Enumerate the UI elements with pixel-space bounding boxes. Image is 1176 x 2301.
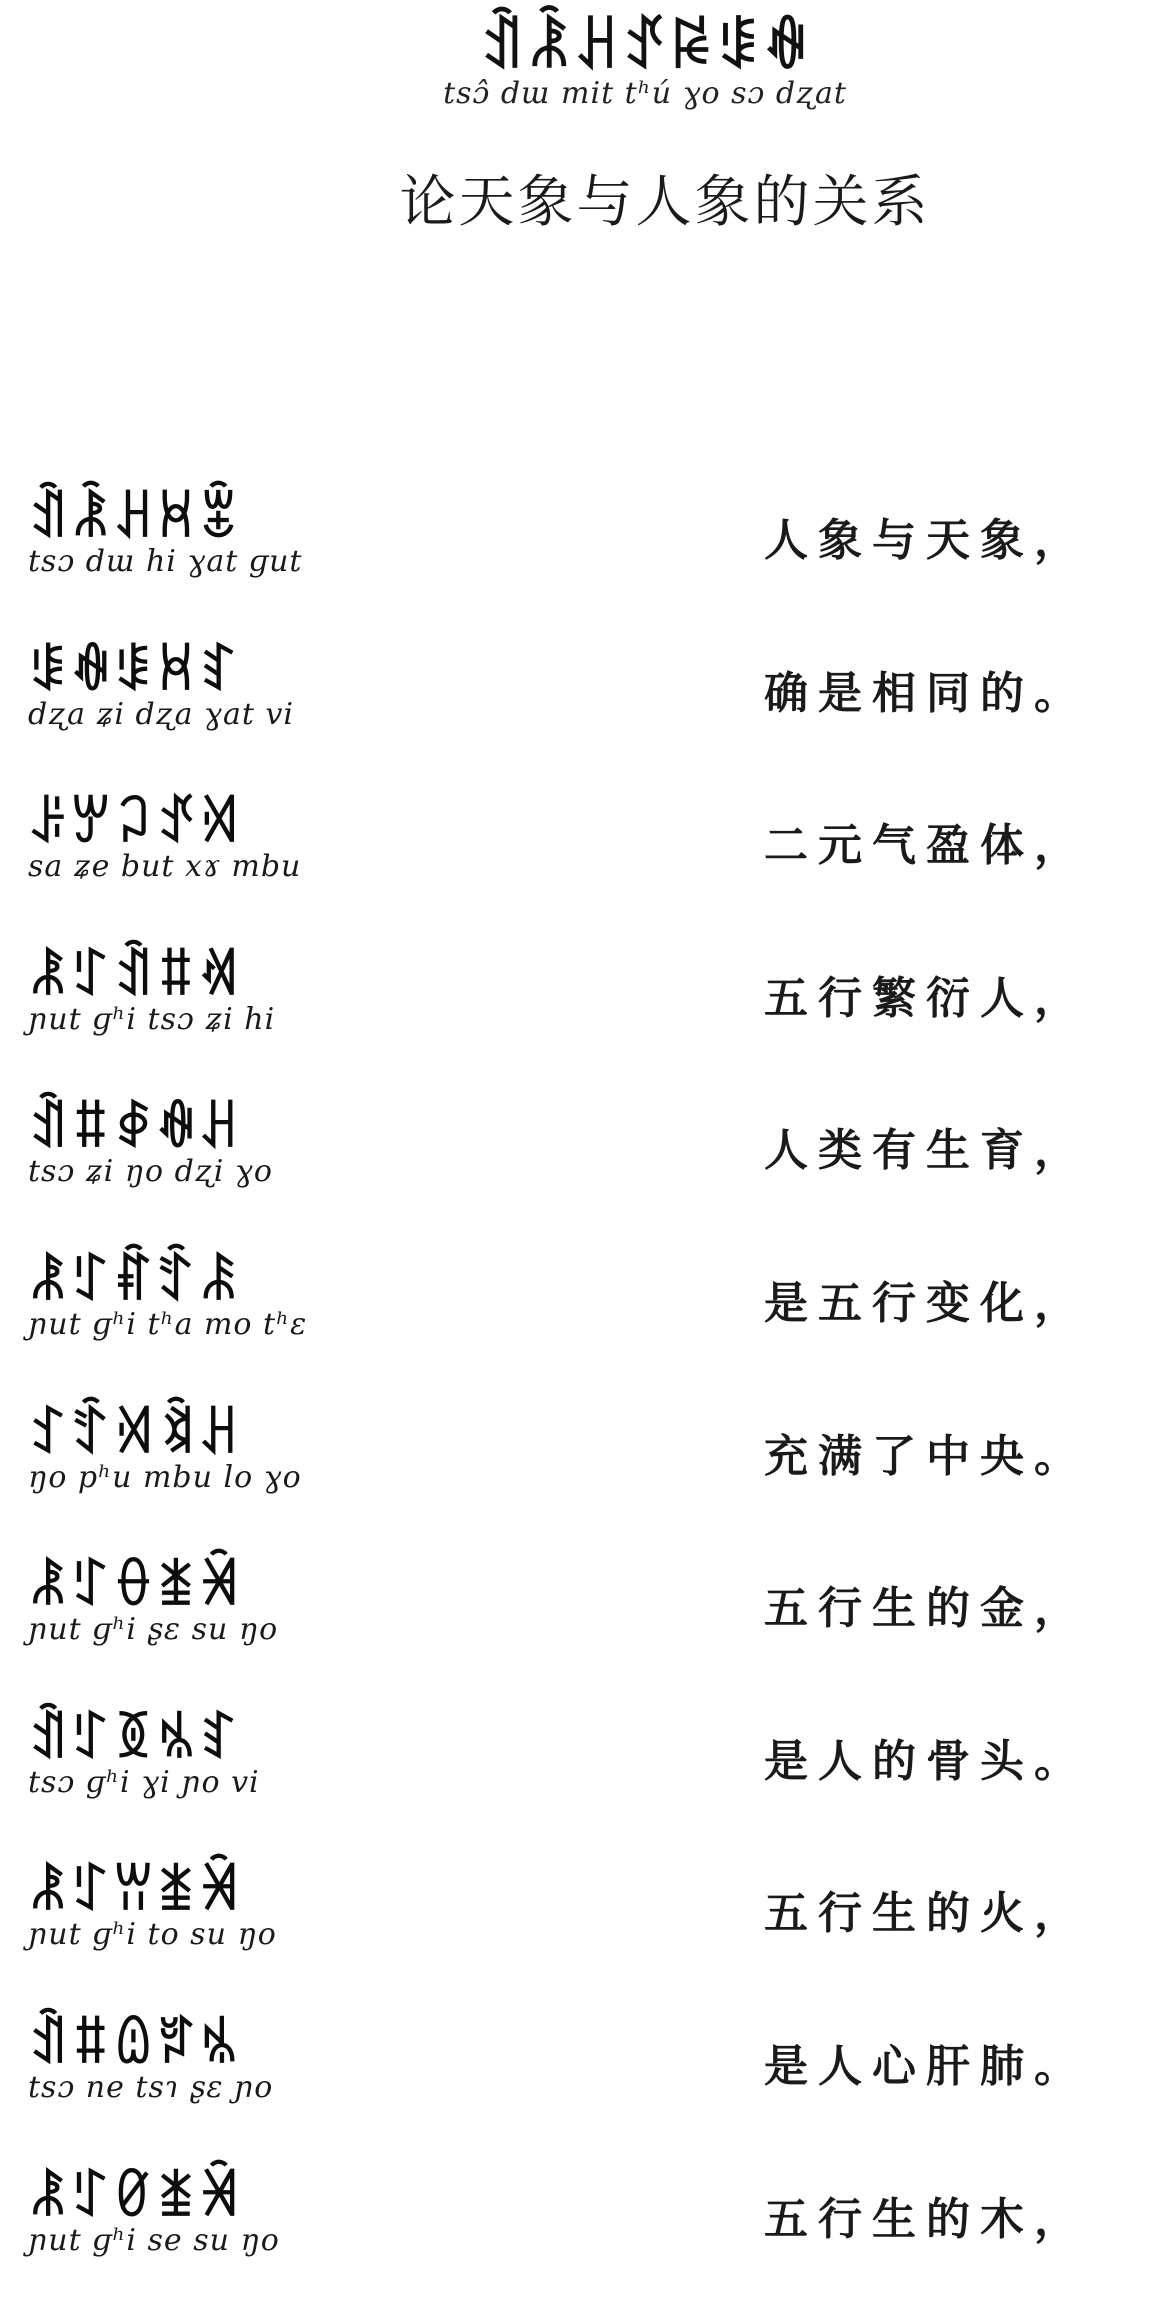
verse-line <box>0 470 1176 623</box>
yi-script-line: ꀉꐚꅔꆍꁱ <box>28 2013 242 2075</box>
romanization-line: tsɔ ne tsɿ ʂɛ ɲo <box>28 2069 274 2105</box>
yi-script-line: ꂿꇰꀜꁧꈀ <box>28 2166 242 2228</box>
yi-script-line: ꀉꇰꅉꁱꆏ <box>28 1708 242 1770</box>
chinese-translation: 五行繁衍人， <box>764 972 1088 1024</box>
chinese-translation: 充满了中央。 <box>764 1430 1088 1482</box>
yi-script-line: ꌐꊿꌐꃬꆏ <box>28 640 242 702</box>
yi-script-line: ꂿꇰꀉꐚꄊ <box>28 945 242 1007</box>
romanization-line: ɲut ɡʰi tsɔ ʑi hi <box>28 1001 276 1037</box>
yi-script-line: ꌠꏮꃀꀋꄉ <box>28 793 242 855</box>
romanization-line: ɲut ɡʰi to su ŋo <box>28 1917 277 1953</box>
chinese-translation: 人象与天象， <box>764 515 1088 566</box>
chinese-translation: 二元气盈体， <box>764 820 1088 872</box>
verse-line <box>0 1996 1176 2149</box>
romanization-line: ɲut ɡʰi tʰa mo tʰɛ <box>28 1306 308 1342</box>
romanization-line: tsɔ ʑi ŋo dʐi ɣo <box>28 1154 273 1190</box>
verse-lines <box>0 470 1176 2301</box>
romanization-line: ŋo pʰu mbu lo ɣo <box>28 1459 302 1495</box>
yi-script-line: ꂿꇰꀕꁧꈀ <box>28 1861 242 1923</box>
verse-line <box>0 1386 1176 1539</box>
yi-script-line: ꂿꇰꂷꁧꈀ <box>28 1556 242 1618</box>
romanization-line: tsɔ ɡʰi ɣi ɲo vi <box>28 1764 260 1800</box>
chinese-translation: 人类有生育， <box>764 1125 1088 1177</box>
romanization-line: tsɔ dɯ hi ɣat ɡut <box>28 544 303 579</box>
chinese-translation: 是人的骨头。 <box>764 1735 1088 1787</box>
chinese-translation: 五行生的木， <box>764 2193 1088 2245</box>
verse-line <box>0 928 1176 1081</box>
chinese-translation: 是五行变化， <box>764 1277 1088 1329</box>
romanization-line: sa ʑe but xɤ mbu <box>28 849 302 885</box>
yi-script-line: ꂿꇰꐤꄷꄯ <box>28 1250 242 1312</box>
verse-line <box>0 623 1176 776</box>
verse-line <box>0 1080 1176 1233</box>
chinese-translation: 是人心肝肺。 <box>764 2040 1088 2092</box>
yi-script-line: ꉘꄷꄉꃕꃅ <box>28 1403 242 1465</box>
chinese-translation: 五行生的火， <box>764 1888 1088 1940</box>
chinese-title: 论天象与人象的关系 <box>399 170 931 235</box>
yi-title-romanization: tsɔ̂ dɯ mit tʰú ɣo sɔ dʐat <box>443 76 847 111</box>
verse-line <box>0 1538 1176 1691</box>
verse-line <box>0 1233 1176 1386</box>
verse-line <box>0 775 1176 928</box>
yi-script-line: ꀉꐚꇉꊿꃅ <box>28 1098 242 1160</box>
verse-line <box>0 1691 1176 1844</box>
yi-title: ꀉꂾꃅꀋꀙꌐꊿ <box>479 13 811 81</box>
verse-line <box>0 1843 1176 1996</box>
romanization-line: ɲut ɡʰi ʂɛ su ŋo <box>28 1612 279 1648</box>
verse-line <box>0 2149 1176 2301</box>
yi-script-line: ꀉꂾꃅꃬꂂ <box>28 488 242 549</box>
chinese-translation: 五行生的金， <box>764 1583 1088 1635</box>
romanization-line: dʐa ʑi dʐa ɣat vi <box>28 696 295 732</box>
romanization-line: ɲut ɡʰi se su ŋo <box>28 2222 280 2258</box>
chinese-translation: 确是相同的。 <box>764 667 1088 719</box>
header <box>0 0 1176 260</box>
